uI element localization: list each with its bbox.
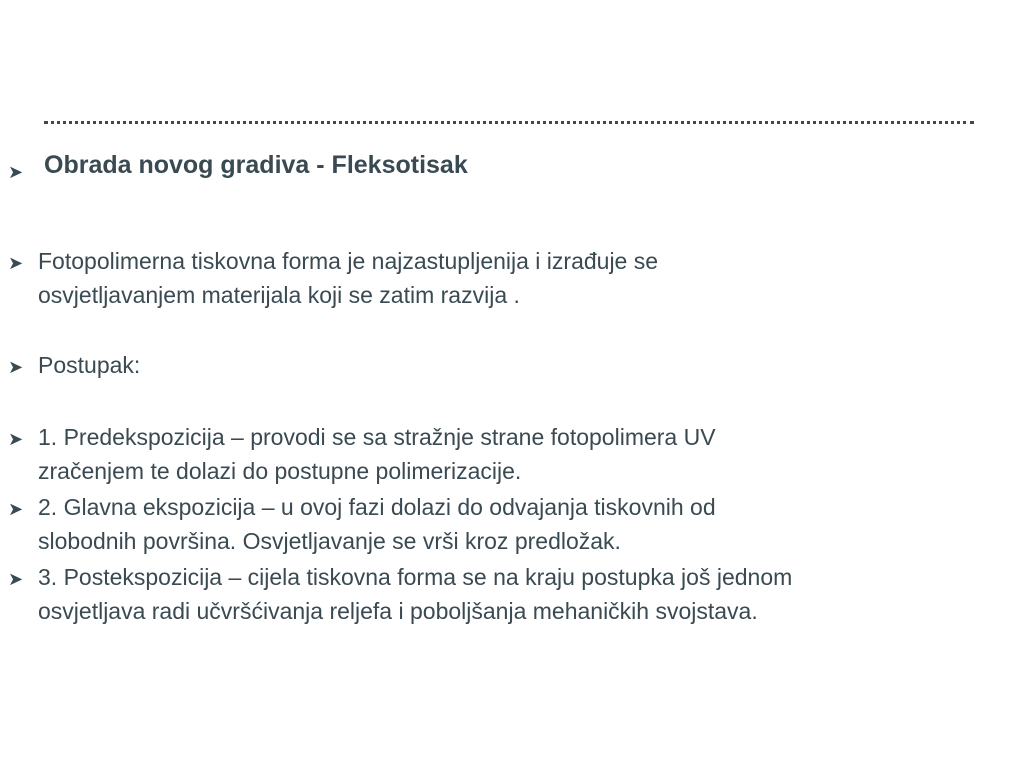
bullet-item-3 (38, 420, 998, 488)
arrowhead-bullet-icon: ➤ (8, 162, 24, 182)
bullet-item-2 (38, 348, 998, 382)
bullet-line: osvjetljavanjem materijala koji se zatim razvija . (38, 282, 520, 308)
bullet-line: osvjetljava radi učvršćivanja reljefa i poboljšanja mehaničkih svojstava. (38, 598, 758, 624)
arrowhead-bullet-icon: ➤ (8, 253, 24, 273)
bullet-line: zračenjem te dolazi do postupne polimerizacije. (38, 458, 522, 484)
arrowhead-bullet-icon: ➤ (8, 499, 24, 519)
bullet-item-5 (38, 560, 998, 628)
arrowhead-bullet-icon: ➤ (8, 569, 24, 589)
slide-title: Obrada novog gradiva - Fleksotisak (44, 151, 468, 179)
bullet-line: 1. Predekspozicija – provodi se sa stražnje strane fotopolimera UV (38, 424, 716, 450)
bullet-line: 2. Glavna ekspozicija – u ovoj fazi dolazi do odvajanja tiskovnih od (38, 494, 716, 520)
bullet-item-4 (38, 490, 998, 558)
bullet-line: Postupak: (38, 352, 141, 378)
arrowhead-bullet-icon: ➤ (8, 429, 24, 449)
bullet-line: slobodnih površina. Osvjetljavanje se vrši kroz predložak. (38, 528, 621, 554)
arrowhead-bullet-icon: ➤ (8, 357, 24, 377)
bullet-line: Fotopolimerna tiskovna forma je najzastupljenija i izrađuje se (38, 248, 659, 274)
bullet-item-1 (38, 244, 998, 312)
bullet-line: 3. Postekspozicija – cijela tiskovna forma se na kraju postupka još jednom (38, 564, 793, 590)
title-divider (44, 121, 974, 124)
